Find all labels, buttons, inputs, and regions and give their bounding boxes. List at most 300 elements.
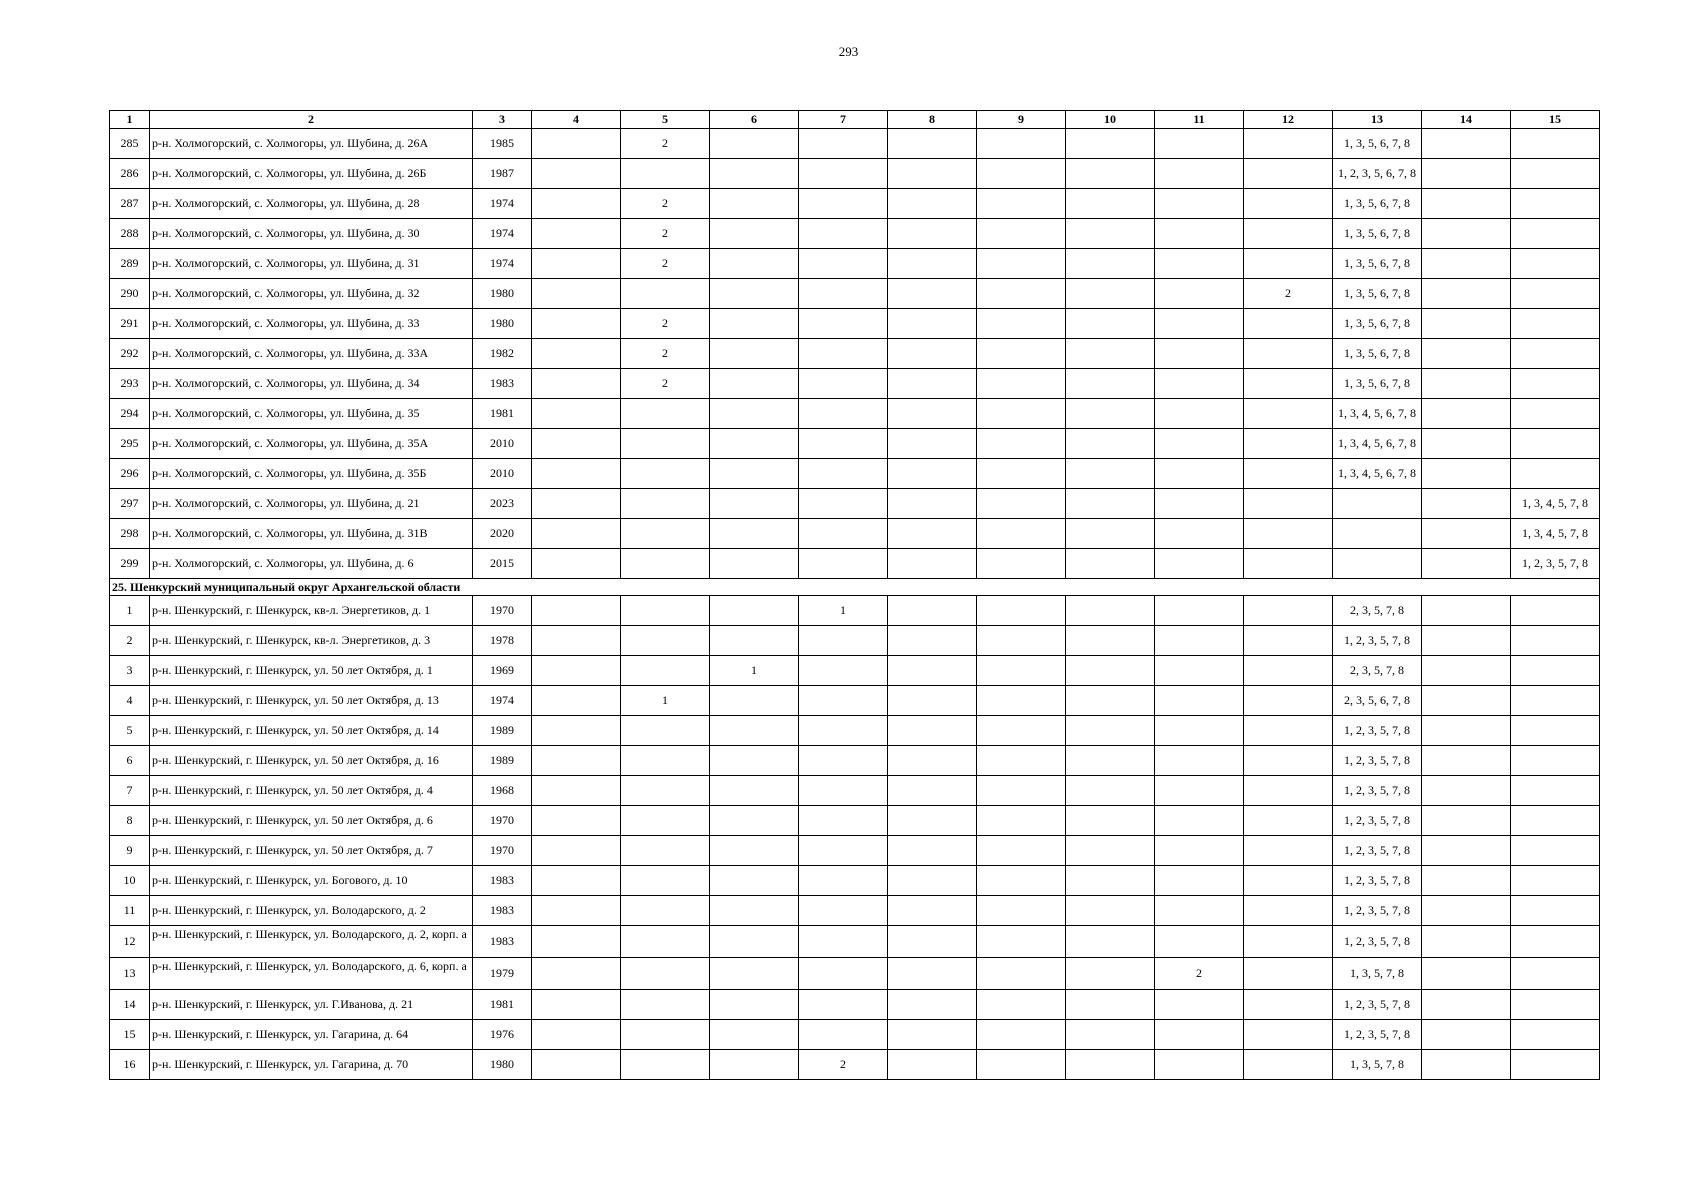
- col-13-cell: [1333, 549, 1422, 579]
- col-15-cell: [1511, 746, 1600, 776]
- col-9-cell: [977, 896, 1066, 926]
- col-6-cell: [710, 626, 799, 656]
- col-8-cell: [888, 1050, 977, 1080]
- col-9-cell: [977, 990, 1066, 1020]
- col-6-cell: [710, 189, 799, 219]
- col-14-cell: [1422, 519, 1511, 549]
- col-5-cell: [621, 958, 710, 990]
- col-12-cell: [1244, 369, 1333, 399]
- col-15-cell: [1511, 896, 1600, 926]
- column-header: 12: [1244, 111, 1333, 129]
- address-cell: р-н. Холмогорский, с. Холмогоры, ул. Шубина, д. 6: [150, 549, 473, 579]
- col-15-cell: [1511, 129, 1600, 159]
- col-6-cell: [710, 1020, 799, 1050]
- col-9-cell: [977, 189, 1066, 219]
- col-8-cell: [888, 399, 977, 429]
- col-14-cell: [1422, 249, 1511, 279]
- col-14-cell: [1422, 429, 1511, 459]
- address-cell: р-н. Шенкурский, г. Шенкурск, кв-л. Энергетиков, д. 1: [150, 596, 473, 626]
- col-4-cell: [532, 339, 621, 369]
- col-6-cell: [710, 339, 799, 369]
- col-6-cell: [710, 459, 799, 489]
- col-15-cell: [1511, 926, 1600, 958]
- col-8-cell: [888, 189, 977, 219]
- col-14-cell: [1422, 896, 1511, 926]
- col-8-cell: [888, 249, 977, 279]
- col-7-cell: [799, 279, 888, 309]
- col-5-cell: [621, 459, 710, 489]
- col-13-cell: 1, 3, 5, 6, 7, 8: [1333, 219, 1422, 249]
- col-8-cell: [888, 806, 977, 836]
- year-built-cell: 2015: [473, 549, 532, 579]
- row-number-cell: 5: [110, 716, 150, 746]
- year-built-cell: 1982: [473, 339, 532, 369]
- table-row: [110, 279, 1600, 309]
- col-6-cell: [710, 129, 799, 159]
- col-4-cell: [532, 459, 621, 489]
- col-14-cell: [1422, 219, 1511, 249]
- col-5-cell: [621, 549, 710, 579]
- col-7-cell: [799, 926, 888, 958]
- col-10-cell: [1066, 686, 1155, 716]
- col-14-cell: [1422, 189, 1511, 219]
- year-built-cell: 1989: [473, 746, 532, 776]
- col-4-cell: [532, 716, 621, 746]
- table-row: [110, 459, 1600, 489]
- col-13-cell: 1, 3, 4, 5, 6, 7, 8: [1333, 429, 1422, 459]
- col-7-cell: [799, 1020, 888, 1050]
- col-4-cell: [532, 159, 621, 189]
- col-12-cell: [1244, 990, 1333, 1020]
- col-7-cell: 1: [799, 596, 888, 626]
- col-6-cell: [710, 429, 799, 459]
- col-6-cell: [710, 776, 799, 806]
- col-4-cell: [532, 189, 621, 219]
- col-15-cell: 1, 3, 4, 5, 7, 8: [1511, 519, 1600, 549]
- col-14-cell: [1422, 836, 1511, 866]
- page-number: 293: [838, 44, 859, 59]
- year-built-cell: 1980: [473, 279, 532, 309]
- col-10-cell: [1066, 596, 1155, 626]
- col-7-cell: [799, 746, 888, 776]
- col-5-cell: 2: [621, 249, 710, 279]
- col-7-cell: [799, 159, 888, 189]
- table-row: [110, 806, 1600, 836]
- col-6-cell: [710, 249, 799, 279]
- col-8-cell: [888, 309, 977, 339]
- col-15-cell: [1511, 429, 1600, 459]
- col-8-cell: [888, 129, 977, 159]
- col-6-cell: [710, 159, 799, 189]
- table-row: [110, 249, 1600, 279]
- col-12-cell: [1244, 249, 1333, 279]
- col-13-cell: 1, 3, 5, 7, 8: [1333, 1050, 1422, 1080]
- col-11-cell: [1155, 1050, 1244, 1080]
- col-14-cell: [1422, 549, 1511, 579]
- address-cell: р-н. Холмогорский, с. Холмогоры, ул. Шубина, д. 33: [150, 309, 473, 339]
- column-header: 2: [150, 111, 473, 129]
- col-13-cell: 1, 2, 3, 5, 7, 8: [1333, 776, 1422, 806]
- column-header: 4: [532, 111, 621, 129]
- address-cell: р-н. Шенкурский, г. Шенкурск, ул. 50 лет Октября, д. 6: [150, 806, 473, 836]
- col-11-cell: [1155, 746, 1244, 776]
- col-11-cell: 2: [1155, 958, 1244, 990]
- col-7-cell: [799, 656, 888, 686]
- col-14-cell: [1422, 339, 1511, 369]
- col-13-cell: 2, 3, 5, 7, 8: [1333, 596, 1422, 626]
- row-number-cell: 287: [110, 189, 150, 219]
- col-10-cell: [1066, 836, 1155, 866]
- year-built-cell: 1987: [473, 159, 532, 189]
- col-15-cell: [1511, 1050, 1600, 1080]
- col-15-cell: [1511, 159, 1600, 189]
- col-11-cell: [1155, 686, 1244, 716]
- col-7-cell: 2: [799, 1050, 888, 1080]
- row-number-cell: 288: [110, 219, 150, 249]
- year-built-cell: 2020: [473, 519, 532, 549]
- col-10-cell: [1066, 339, 1155, 369]
- col-8-cell: [888, 656, 977, 686]
- col-9-cell: [977, 519, 1066, 549]
- col-4-cell: [532, 596, 621, 626]
- col-4-cell: [532, 926, 621, 958]
- col-5-cell: [621, 836, 710, 866]
- col-10-cell: [1066, 958, 1155, 990]
- col-12-cell: [1244, 189, 1333, 219]
- col-5-cell: 2: [621, 369, 710, 399]
- year-built-cell: 1974: [473, 686, 532, 716]
- address-cell: р-н. Шенкурский, г. Шенкурск, ул. 50 лет Октября, д. 7: [150, 836, 473, 866]
- col-9-cell: [977, 1050, 1066, 1080]
- row-number-cell: 8: [110, 806, 150, 836]
- col-13-cell: 1, 3, 4, 5, 6, 7, 8: [1333, 459, 1422, 489]
- col-12-cell: [1244, 626, 1333, 656]
- address-cell: р-н. Шенкурский, г. Шенкурск, ул. 50 лет Октября, д. 1: [150, 656, 473, 686]
- table-row: [110, 746, 1600, 776]
- year-built-cell: 1989: [473, 716, 532, 746]
- col-6-cell: [710, 866, 799, 896]
- year-built-cell: 1974: [473, 189, 532, 219]
- year-built-cell: 1981: [473, 399, 532, 429]
- col-13-cell: 1, 3, 5, 6, 7, 8: [1333, 279, 1422, 309]
- col-8-cell: [888, 626, 977, 656]
- table-row: [110, 129, 1600, 159]
- col-14-cell: [1422, 656, 1511, 686]
- col-7-cell: [799, 519, 888, 549]
- col-9-cell: [977, 958, 1066, 990]
- col-4-cell: [532, 129, 621, 159]
- col-14-cell: [1422, 489, 1511, 519]
- col-13-cell: 1, 2, 3, 5, 7, 8: [1333, 1020, 1422, 1050]
- address-cell: р-н. Холмогорский, с. Холмогоры, ул. Шубина, д. 35: [150, 399, 473, 429]
- col-7-cell: [799, 219, 888, 249]
- column-header: 8: [888, 111, 977, 129]
- col-15-cell: [1511, 958, 1600, 990]
- row-number-cell: 9: [110, 836, 150, 866]
- col-12-cell: [1244, 896, 1333, 926]
- col-5-cell: [621, 279, 710, 309]
- year-built-cell: 1981: [473, 990, 532, 1020]
- year-built-cell: 1974: [473, 249, 532, 279]
- year-built-cell: 1985: [473, 129, 532, 159]
- col-5-cell: 2: [621, 189, 710, 219]
- col-5-cell: [621, 399, 710, 429]
- col-9-cell: [977, 369, 1066, 399]
- col-4-cell: [532, 399, 621, 429]
- col-6-cell: [710, 958, 799, 990]
- column-header: 11: [1155, 111, 1244, 129]
- col-5-cell: [621, 519, 710, 549]
- column-header: 7: [799, 111, 888, 129]
- col-10-cell: [1066, 399, 1155, 429]
- col-10-cell: [1066, 189, 1155, 219]
- col-12-cell: [1244, 926, 1333, 958]
- col-5-cell: [621, 159, 710, 189]
- address-cell: р-н. Холмогорский, с. Холмогоры, ул. Шубина, д. 21: [150, 489, 473, 519]
- col-11-cell: [1155, 369, 1244, 399]
- year-built-cell: 1980: [473, 309, 532, 339]
- col-7-cell: [799, 339, 888, 369]
- col-4-cell: [532, 626, 621, 656]
- address-cell: р-н. Холмогорский, с. Холмогоры, ул. Шубина, д. 32: [150, 279, 473, 309]
- col-4-cell: [532, 896, 621, 926]
- col-9-cell: [977, 656, 1066, 686]
- year-built-cell: 1979: [473, 958, 532, 990]
- col-15-cell: [1511, 1020, 1600, 1050]
- col-14-cell: [1422, 716, 1511, 746]
- col-13-cell: 1, 3, 4, 5, 6, 7, 8: [1333, 399, 1422, 429]
- col-7-cell: [799, 459, 888, 489]
- col-4-cell: [532, 990, 621, 1020]
- year-built-cell: 1983: [473, 896, 532, 926]
- col-5-cell: [621, 716, 710, 746]
- col-5-cell: [621, 776, 710, 806]
- col-4-cell: [532, 309, 621, 339]
- col-11-cell: [1155, 249, 1244, 279]
- col-15-cell: [1511, 656, 1600, 686]
- col-14-cell: [1422, 369, 1511, 399]
- row-number-cell: 299: [110, 549, 150, 579]
- col-12-cell: [1244, 866, 1333, 896]
- column-header: 3: [473, 111, 532, 129]
- col-11-cell: [1155, 549, 1244, 579]
- col-12-cell: [1244, 716, 1333, 746]
- col-4-cell: [532, 429, 621, 459]
- col-10-cell: [1066, 459, 1155, 489]
- col-9-cell: [977, 836, 1066, 866]
- housing-table: [109, 110, 1600, 1080]
- col-9-cell: [977, 686, 1066, 716]
- address-cell: р-н. Шенкурский, г. Шенкурск, ул. Гагарина, д. 70: [150, 1050, 473, 1080]
- col-4-cell: [532, 746, 621, 776]
- col-11-cell: [1155, 776, 1244, 806]
- col-9-cell: [977, 129, 1066, 159]
- row-number-cell: 293: [110, 369, 150, 399]
- col-14-cell: [1422, 926, 1511, 958]
- col-8-cell: [888, 896, 977, 926]
- col-8-cell: [888, 866, 977, 896]
- col-8-cell: [888, 836, 977, 866]
- col-13-cell: 2, 3, 5, 7, 8: [1333, 656, 1422, 686]
- year-built-cell: 2023: [473, 489, 532, 519]
- col-4-cell: [532, 549, 621, 579]
- col-15-cell: [1511, 189, 1600, 219]
- table-row: [110, 1050, 1600, 1080]
- column-header: 10: [1066, 111, 1155, 129]
- col-14-cell: [1422, 806, 1511, 836]
- address-cell: р-н. Шенкурский, г. Шенкурск, ул. Володарского, д. 2, корп. а: [150, 926, 473, 958]
- col-6-cell: [710, 1050, 799, 1080]
- col-13-cell: 1, 2, 3, 5, 7, 8: [1333, 896, 1422, 926]
- col-5-cell: [621, 656, 710, 686]
- col-9-cell: [977, 249, 1066, 279]
- col-4-cell: [532, 958, 621, 990]
- col-8-cell: [888, 549, 977, 579]
- col-11-cell: [1155, 519, 1244, 549]
- col-12-cell: [1244, 1020, 1333, 1050]
- col-5-cell: 2: [621, 219, 710, 249]
- column-header: 9: [977, 111, 1066, 129]
- col-13-cell: 1, 2, 3, 5, 7, 8: [1333, 836, 1422, 866]
- col-10-cell: [1066, 746, 1155, 776]
- col-15-cell: 1, 2, 3, 5, 7, 8: [1511, 549, 1600, 579]
- col-13-cell: 1, 3, 5, 6, 7, 8: [1333, 249, 1422, 279]
- col-8-cell: [888, 519, 977, 549]
- row-number-cell: 3: [110, 656, 150, 686]
- address-cell: р-н. Холмогорский, с. Холмогоры, ул. Шубина, д. 35Б: [150, 459, 473, 489]
- row-number-cell: 14: [110, 990, 150, 1020]
- col-10-cell: [1066, 519, 1155, 549]
- year-built-cell: 1978: [473, 626, 532, 656]
- col-12-cell: [1244, 656, 1333, 686]
- year-built-cell: 1976: [473, 1020, 532, 1050]
- col-15-cell: [1511, 399, 1600, 429]
- col-11-cell: [1155, 836, 1244, 866]
- col-9-cell: [977, 489, 1066, 519]
- row-number-cell: 297: [110, 489, 150, 519]
- col-13-cell: 1, 2, 3, 5, 7, 8: [1333, 716, 1422, 746]
- address-cell: р-н. Шенкурский, г. Шенкурск, ул. Богового, д. 10: [150, 866, 473, 896]
- col-12-cell: [1244, 219, 1333, 249]
- col-13-cell: [1333, 489, 1422, 519]
- col-8-cell: [888, 746, 977, 776]
- col-14-cell: [1422, 626, 1511, 656]
- col-5-cell: 2: [621, 309, 710, 339]
- col-12-cell: [1244, 806, 1333, 836]
- table-row: [110, 429, 1600, 459]
- col-13-cell: 1, 3, 5, 6, 7, 8: [1333, 369, 1422, 399]
- col-10-cell: [1066, 129, 1155, 159]
- col-6-cell: [710, 219, 799, 249]
- col-6-cell: [710, 806, 799, 836]
- col-9-cell: [977, 806, 1066, 836]
- col-5-cell: [621, 746, 710, 776]
- col-10-cell: [1066, 1050, 1155, 1080]
- col-8-cell: [888, 990, 977, 1020]
- col-11-cell: [1155, 429, 1244, 459]
- col-8-cell: [888, 958, 977, 990]
- col-12-cell: [1244, 958, 1333, 990]
- address-cell: р-н. Шенкурский, г. Шенкурск, ул. Володарского, д. 6, корп. а: [150, 958, 473, 990]
- col-15-cell: [1511, 279, 1600, 309]
- col-10-cell: [1066, 159, 1155, 189]
- col-13-cell: 1, 2, 3, 5, 7, 8: [1333, 746, 1422, 776]
- year-built-cell: 1980: [473, 1050, 532, 1080]
- col-5-cell: [621, 1020, 710, 1050]
- col-13-cell: 1, 3, 5, 6, 7, 8: [1333, 339, 1422, 369]
- col-11-cell: [1155, 159, 1244, 189]
- table-row: [110, 189, 1600, 219]
- col-11-cell: [1155, 459, 1244, 489]
- row-number-cell: 298: [110, 519, 150, 549]
- col-5-cell: 2: [621, 129, 710, 159]
- col-13-cell: 1, 2, 3, 5, 7, 8: [1333, 926, 1422, 958]
- year-built-cell: 1970: [473, 596, 532, 626]
- address-cell: р-н. Шенкурский, г. Шенкурск, ул. Г.Иванова, д. 21: [150, 990, 473, 1020]
- col-4-cell: [532, 656, 621, 686]
- col-8-cell: [888, 339, 977, 369]
- col-5-cell: [621, 1050, 710, 1080]
- col-6-cell: [710, 716, 799, 746]
- table-row: [110, 159, 1600, 189]
- col-15-cell: [1511, 686, 1600, 716]
- col-11-cell: [1155, 716, 1244, 746]
- col-6-cell: [710, 926, 799, 958]
- col-7-cell: [799, 836, 888, 866]
- table-row: [110, 990, 1600, 1020]
- col-6-cell: [710, 896, 799, 926]
- address-cell: р-н. Шенкурский, г. Шенкурск, ул. 50 лет Октября, д. 14: [150, 716, 473, 746]
- col-14-cell: [1422, 866, 1511, 896]
- col-4-cell: [532, 1050, 621, 1080]
- col-14-cell: [1422, 399, 1511, 429]
- col-14-cell: [1422, 459, 1511, 489]
- col-11-cell: [1155, 219, 1244, 249]
- col-15-cell: [1511, 339, 1600, 369]
- col-8-cell: [888, 279, 977, 309]
- year-built-cell: 2010: [473, 429, 532, 459]
- col-4-cell: [532, 806, 621, 836]
- col-4-cell: [532, 369, 621, 399]
- address-cell: р-н. Шенкурский, г. Шенкурск, ул. Гагарина, д. 64: [150, 1020, 473, 1050]
- col-10-cell: [1066, 249, 1155, 279]
- col-12-cell: [1244, 686, 1333, 716]
- col-13-cell: 1, 2, 3, 5, 7, 8: [1333, 866, 1422, 896]
- table-row: [110, 896, 1600, 926]
- col-5-cell: [621, 896, 710, 926]
- col-12-cell: [1244, 519, 1333, 549]
- col-11-cell: [1155, 656, 1244, 686]
- col-9-cell: [977, 776, 1066, 806]
- col-10-cell: [1066, 626, 1155, 656]
- col-5-cell: [621, 926, 710, 958]
- col-7-cell: [799, 399, 888, 429]
- year-built-cell: 1983: [473, 926, 532, 958]
- row-number-cell: 16: [110, 1050, 150, 1080]
- col-12-cell: [1244, 549, 1333, 579]
- col-12-cell: 2: [1244, 279, 1333, 309]
- col-14-cell: [1422, 129, 1511, 159]
- col-5-cell: [621, 866, 710, 896]
- col-11-cell: [1155, 926, 1244, 958]
- address-cell: р-н. Шенкурский, г. Шенкурск, ул. Володарского, д. 2: [150, 896, 473, 926]
- col-11-cell: [1155, 309, 1244, 339]
- col-10-cell: [1066, 716, 1155, 746]
- col-8-cell: [888, 459, 977, 489]
- col-7-cell: [799, 429, 888, 459]
- table-row: [110, 958, 1600, 990]
- col-14-cell: [1422, 1050, 1511, 1080]
